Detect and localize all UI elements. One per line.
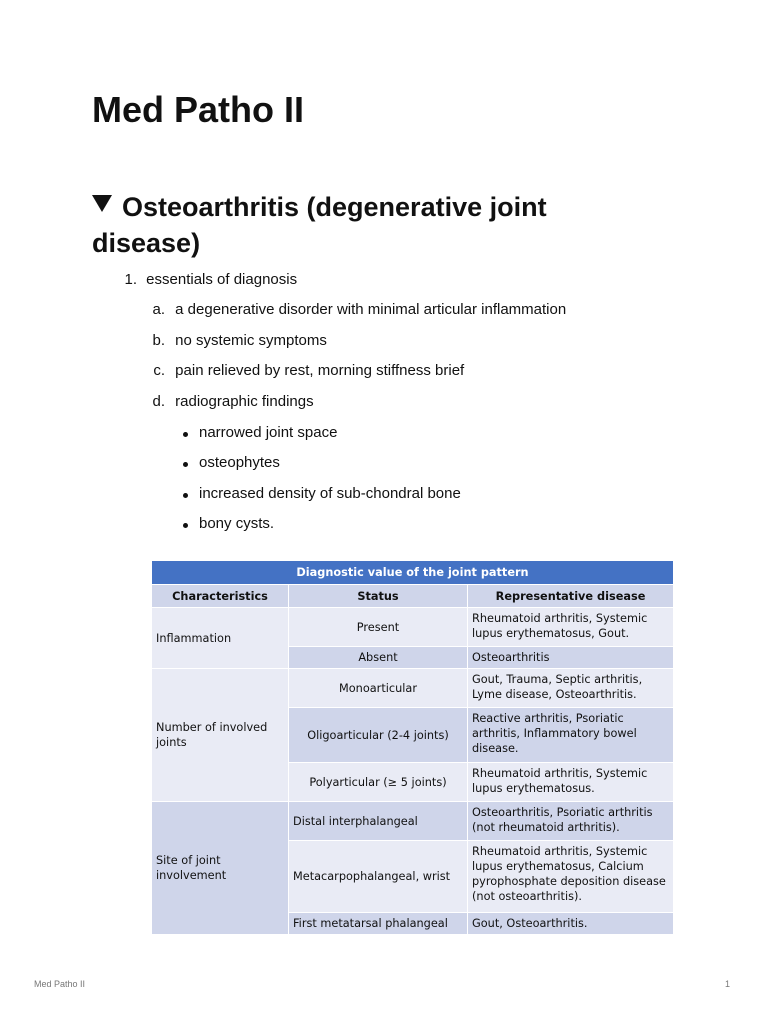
list-item-sub-c: c. pain relieved by rest, morning stiffness brief [153,362,465,379]
column-header: Status [289,585,468,608]
disease-cell: Reactive arthritis, Psoriatic arthritis, Inflammatory bowel disease. [468,708,674,763]
section-heading [92,189,652,261]
column-header: Representative disease [468,585,674,608]
list-item-sub-b: b. no systemic symptoms [152,332,327,349]
column-header: Characteristics [152,585,289,608]
status-cell: Monoarticular [289,669,468,708]
bullet-dot [183,462,188,467]
status-cell: Metacarpophalangeal, wrist [289,841,468,913]
status-cell: Polyarticular (≥ 5 joints) [289,763,468,802]
list-item-sub-a: a. a degenerative disorder with minimal articular inflammation [152,301,567,318]
table-row [152,669,674,708]
table-caption: Diagnostic value of the joint pattern [152,561,674,585]
disease-cell: Rheumatoid arthritis, Systemic lupus erythematosus. [468,763,674,802]
collapse-toggle-icon[interactable] [92,195,112,212]
table-row [152,608,674,647]
disease-cell: Gout, Osteoarthritis. [468,913,674,935]
status-cell: Absent [289,647,468,669]
characteristic-cell: Site of joint involvement [152,802,289,935]
table-row [152,802,674,841]
list-item-essentials: 1. essentials of diagnosis [124,271,298,288]
bullet-dot [183,493,188,498]
page-number: 1 [725,979,731,989]
list-item-sub-d: d. radiographic findings [152,393,314,410]
status-cell: First metatarsal phalangeal [289,913,468,935]
bullet-item: osteophytes [199,454,280,471]
bullet-item: increased density of sub-chondral bone [199,485,461,502]
footer-doc-title: Med Patho II [34,979,86,989]
status-cell: Oligoarticular (2-4 joints) [289,708,468,763]
disease-cell: Rheumatoid arthritis, Systemic lupus erythematosus, Gout. [468,608,674,647]
characteristic-cell: Number of involved joints [152,669,289,802]
bullet-dot [183,523,188,528]
disease-cell: Gout, Trauma, Septic arthritis, Lyme disease, Osteoarthritis. [468,669,674,708]
disease-cell: Osteoarthritis [468,647,674,669]
page-title: Med Patho II [92,89,305,130]
bullet-item: narrowed joint space [199,424,338,441]
bullet-dot [183,432,188,437]
section-heading-text: Osteoarthritis (degenerative joint disease) [92,192,547,258]
status-cell: Distal interphalangeal [289,802,468,841]
disease-cell: Rheumatoid arthritis, Systemic lupus erythematosus, Calcium pyrophosphate deposition disease (not osteoarthritis). [468,841,674,913]
bullet-item: bony cysts. [199,515,275,532]
disease-cell: Osteoarthritis, Psoriatic arthritis (not rheumatoid arthritis). [468,802,674,841]
characteristic-cell: Inflammation [152,608,289,669]
status-cell: Present [289,608,468,647]
joint-pattern-table [151,560,674,935]
